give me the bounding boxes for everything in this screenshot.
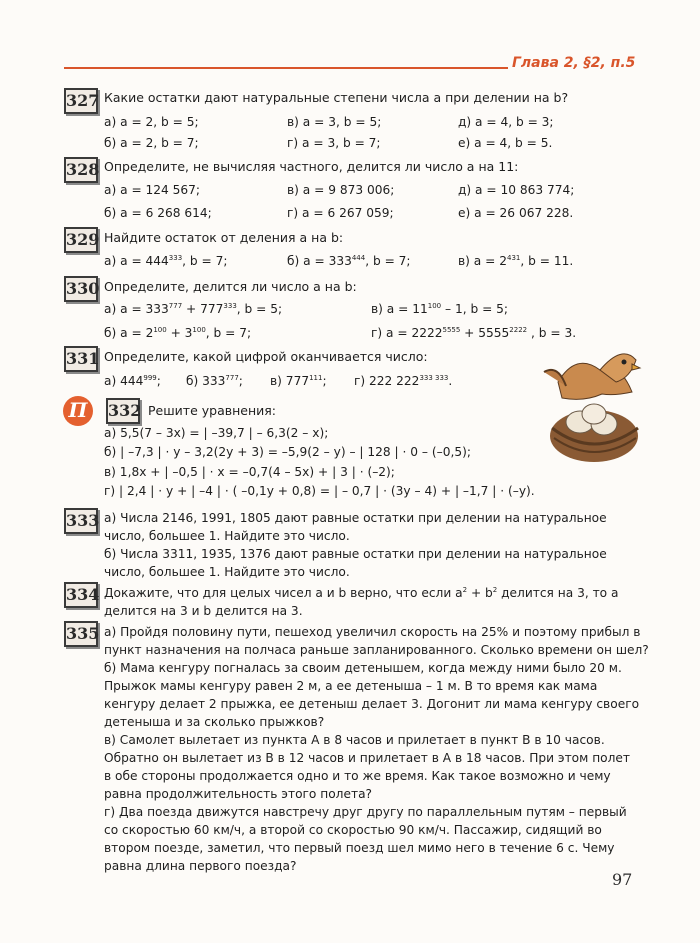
page-number: 97 <box>612 870 633 889</box>
problem-330-item-d: г) $a = 2222^{5555} + 5555^{2222}$ , b = 3. <box>371 326 577 340</box>
problem-335-line: равна продолжительность этого полета? <box>104 787 373 801</box>
problem-335-line: кенгуру делает 2 прыжка, ее детеныш делает 3. Догонит ли мама кенгуру своего <box>104 697 640 711</box>
problem-335-line: равна длина первого поезда? <box>104 859 297 873</box>
problem-335-line: в) Самолет вылетает из пункта A в 8 часов и прилетает в пункт B в 10 часов. <box>104 733 605 747</box>
problem-331-item-c: в) $777^{111}$; <box>270 374 327 388</box>
problem-329-question: Найдите остаток от деления a на b: <box>104 230 344 245</box>
problem-333-line: б) Числа 3311, 1935, 1376 дают равные остатки при делении на натуральное <box>104 547 607 561</box>
problem-332-item: а) 5,5(7 – 3x) = | –39,7 | – 6,3(2 – x); <box>104 426 329 440</box>
problem-327-item: е) a = 4, b = 5. <box>458 136 553 150</box>
problem-335-line: детеныша и за сколько прыжков? <box>104 715 325 729</box>
problem-328-item: д) a = 10 863 774; <box>458 183 575 197</box>
problem-335-line: а) Пройдя половину пути, пешеход увеличил скорость на 25% и поэтому прибыл в <box>104 625 641 639</box>
problem-328-item: б) a = 6 268 614; <box>104 206 212 220</box>
problem-335-line: б) Мама кенгуру погналась за своим детенышем, когда между ними было 20 м. <box>104 661 622 675</box>
problem-number-335: 335 <box>64 621 98 647</box>
problem-335-line: пункт назначения на полчаса раньше запланированного. Сколько времени он шел? <box>104 643 649 657</box>
problem-330-question: Определите, делится ли число a на b: <box>104 279 357 294</box>
problem-330-item-a: а) $a = 333^{777} + 777^{333}$, b = 5; <box>104 302 283 316</box>
problem-331-item-d: г) 222 $222^{333 333}$. <box>354 374 453 388</box>
problem-329-item-c: в) $a = 2^{431}$, b = 11. <box>458 254 574 268</box>
problem-333-line: число, большее 1. Найдите это число. <box>104 529 350 543</box>
problem-333-line: а) Числа 2146, 1991, 1805 дают равные остатки при делении на натуральное <box>104 511 607 525</box>
problem-333-line: число, большее 1. Найдите это число. <box>104 565 350 579</box>
problem-328-item: г) a = 6 267 059; <box>287 206 394 220</box>
problem-335-line: втором поезде, заметил, что первый поезд шел мимо него в течение 6 с. Чему <box>104 841 615 855</box>
problem-335-line: со скоростью 60 км/ч, а второй со скоростью 90 км/ч. Пассажир, сидящий во <box>104 823 602 837</box>
problem-329-item-a: а) $a = 444^{333}$, b = 7; <box>104 254 228 268</box>
chapter-header: Глава 2, §2, п.5 <box>512 55 636 71</box>
problem-332-item: в) 1,8x + | –0,5 | · x = –0,7(4 – 5x) + | 3 | · (–2); <box>104 465 395 479</box>
problem-331-question: Определите, какой цифрой оканчивается число: <box>104 349 428 364</box>
problem-330-item-c: б) $a = 2^{100} + 3^{100}$, b = 7; <box>104 326 252 340</box>
problem-332-question: Решите уравнения: <box>148 403 276 418</box>
problem-number-327: 327 <box>64 88 98 114</box>
problem-328-item: е) a = 26 067 228. <box>458 206 574 220</box>
problem-332-item: г) | 2,4 | · y + | –4 | · ( –0,1y + 0,8) = | – 0,7 | · (3y – 4) + | –1,7 | · (–y). <box>104 484 535 498</box>
problem-331-item-b: б) $333^{777}$; <box>186 374 243 388</box>
problem-number-333: 333 <box>64 508 98 534</box>
problem-327-item: а) a = 2, b = 5; <box>104 115 199 129</box>
problem-335-line: г) Два поезда движутся навстречу друг другу по параллельным путям – первый <box>104 805 627 819</box>
pi-badge: П <box>63 396 93 426</box>
problem-327-question: Какие остатки дают натуральные степени числа a при делении на b? <box>104 90 569 105</box>
problem-number-329: 329 <box>64 227 98 253</box>
problem-328-question: Определите, не вычисляя частного, делится ли число a на 11: <box>104 159 519 174</box>
problem-334-line: делится на 3 и b делится на 3. <box>104 604 303 618</box>
problem-328-item: а) a = 124 567; <box>104 183 201 197</box>
header-rule <box>64 67 508 69</box>
problem-330-item-b: в) $a = 11^{100} - 1$, b = 5; <box>371 302 509 316</box>
problem-327-item: г) a = 3, b = 7; <box>287 136 381 150</box>
problem-number-334: 334 <box>64 582 98 608</box>
problem-327-item: б) a = 2, b = 7; <box>104 136 199 150</box>
problem-number-332: 332 <box>106 398 140 424</box>
problem-number-328: 328 <box>64 157 98 183</box>
problem-331-item-a: а) $444^{999}$; <box>104 374 161 388</box>
problem-334-line: Докажите, что для целых чисел a и b верно, что если $a^2 + b^2$ делится на 3, то a <box>104 586 619 600</box>
problem-number-330: 330 <box>64 276 98 302</box>
problem-335-line: Прыжок мамы кенгуру равен 2 м, а ее детеныша – 1 м. В то время как мама <box>104 679 598 693</box>
problem-number-331: 331 <box>64 346 98 372</box>
problem-332-item: б) | –7,3 | · y – 3,2(2y + 3) = –5,9(2 – y) – | 128 | · 0 – (–0,5); <box>104 445 471 459</box>
problem-335-line: в обе стороны продолжается одно и то же время. Как такое возможно и чему <box>104 769 611 783</box>
problem-328-item: в) a = 9 873 006; <box>287 183 395 197</box>
problem-329-item-b: б) $a = 333^{444}$, b = 7; <box>287 254 411 268</box>
problem-335-line: Обратно он вылетает из B в 12 часов и прилетает в A в 18 часов. При этом полет <box>104 751 631 765</box>
bird-nest-illustration <box>540 342 644 466</box>
problem-327-item: в) a = 3, b = 5; <box>287 115 382 129</box>
problem-327-item: д) a = 4, b = 3; <box>458 115 554 129</box>
